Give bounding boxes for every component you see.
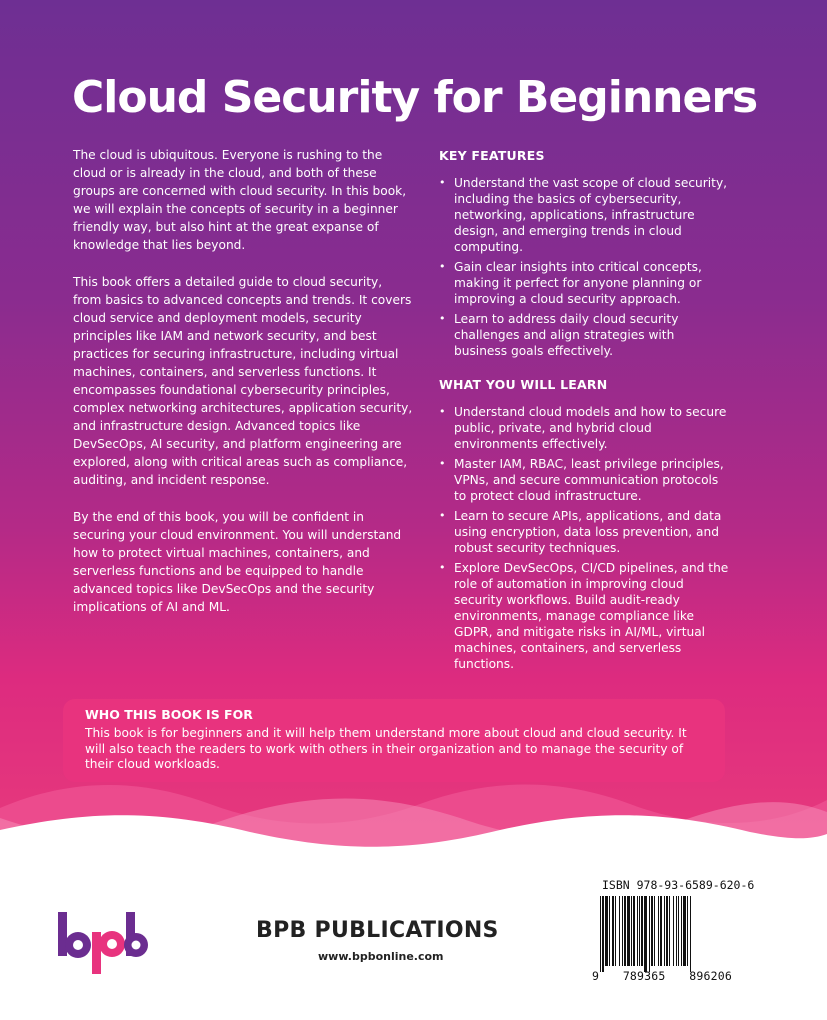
barcode-bar (602, 896, 604, 972)
barcode-bar (619, 896, 620, 966)
wave-decoration (0, 770, 827, 860)
book-description (73, 146, 413, 635)
barcode-bar (615, 896, 616, 966)
what-you-will-learn-heading: WHAT YOU WILL LEARN (439, 377, 608, 392)
learn-item: • Learn to secure APIs, applications, and data using encryption, data loss prevention, and robust security techniques. (439, 508, 729, 556)
barcode-bar (673, 896, 674, 966)
barcode-bar (609, 896, 610, 966)
learn-item: • Explore DevSecOps, CI/CD pipelines, and the role of automation in improving cloud security workflows. Build audit-ready environments, manage compliance like GDPR, and mitigate risks in AI/ML, virtual machines, containers, and serverless functions. (439, 560, 729, 672)
barcode-bar (660, 896, 662, 966)
barcode-bar (651, 896, 653, 966)
publisher-website: www.bpbonline.com (318, 950, 444, 963)
key-feature-item: • Learn to address daily cloud security challenges and align strategies with business goals effectively. (439, 311, 729, 359)
barcode-bar (633, 896, 635, 966)
barcode-bar (600, 896, 601, 972)
isbn-label: ISBN 978-93-6589-620-6 (602, 878, 755, 892)
publisher-name: BPB PUBLICATIONS (256, 918, 499, 943)
barcode-bar (658, 896, 659, 966)
barcode-bar (612, 896, 614, 966)
barcode-digit-group: 789365 (622, 969, 666, 983)
barcode-bars (592, 894, 732, 972)
learn-item: • Master IAM, RBAC, least privilege principles, VPNs, and secure communication protocols to protect cloud infrastructure. (439, 456, 729, 504)
barcode-bar (666, 896, 668, 966)
learn-list (439, 404, 729, 672)
barcode-bar (644, 896, 647, 972)
barcode-bar (687, 896, 688, 966)
who-text: This book is for beginners and it will help them understand more about cloud and cloud security. It will also teach the readers to work with others in their organization and to manage the security of their cloud workloads. (85, 726, 687, 771)
barcode-bar (690, 896, 691, 972)
barcode-bar (624, 896, 626, 966)
barcode-bar (627, 896, 630, 966)
key-features-heading: KEY FEATURES (439, 148, 545, 163)
barcode-bar (681, 896, 682, 966)
barcode-bar (639, 896, 640, 966)
learn-item: • Understand cloud models and how to secure public, private, and hybrid cloud environments effectively. (439, 404, 729, 452)
barcode-bar (622, 896, 623, 966)
description-paragraph: The cloud is ubiquitous. Everyone is rushing to the cloud or is already in the cloud, and both of these groups are concerned with cloud security. In this book, we will explain the concepts of security in a beginner friendly way, but also hint at the great expanse of knowledge that lies beyond. (73, 148, 407, 252)
barcode-bar (637, 896, 638, 966)
description-paragraph: This book offers a detailed guide to cloud security, from basics to advanced concepts and trends. It covers cloud service and deployment models, security principles like IAM and network security, and best practices for securing infrastructure, including virtual machines, containers, and serverless functions. It encompasses foundational cybersecurity principles, complex networking architectures, application security, and infrastructure design. Advanced topics like DevSecOps, AI security, and platform engineering are explored, along with critical areas such as compliance, auditing, and incident response. (73, 275, 413, 487)
barcode-bar (605, 896, 608, 966)
key-feature-item: • Understand the vast scope of cloud security, including the basics of cybersecurity, networking, applications, infrastructure design, and emerging trends in cloud computing. (439, 175, 729, 255)
barcode-bar (631, 896, 632, 966)
barcode-bar (676, 896, 677, 966)
isbn-barcode (592, 894, 732, 988)
who-this-book-is-for-box (63, 699, 725, 782)
book-title: Cloud Security for Beginners (72, 72, 758, 123)
barcode-bar (641, 896, 643, 966)
description-paragraph: By the end of this book, you will be confident in securing your cloud environment. You will understand how to protect virtual machines, containers, and serverless functions and be equipped to handle advanced topics like DevSecOps and the security implications of AI and ML. (73, 510, 402, 614)
barcode-digit-group: 896206 (689, 969, 732, 983)
barcode-bar (649, 896, 650, 972)
key-features-list (439, 175, 729, 359)
barcode-bar (669, 896, 670, 966)
barcode-bar (678, 896, 679, 966)
who-heading: WHO THIS BOOK IS FOR (85, 707, 253, 722)
barcode-bar (664, 896, 665, 966)
features-column (439, 148, 729, 676)
barcode-bar (654, 896, 655, 966)
barcode-bar (683, 896, 686, 966)
barcode-digit-group: 9 (592, 969, 600, 983)
bpb-logo-icon (56, 910, 150, 976)
key-feature-item: • Gain clear insights into critical concepts, making it perfect for anyone planning or improving a cloud security approach. (439, 259, 729, 307)
barcode-digits (592, 969, 732, 983)
